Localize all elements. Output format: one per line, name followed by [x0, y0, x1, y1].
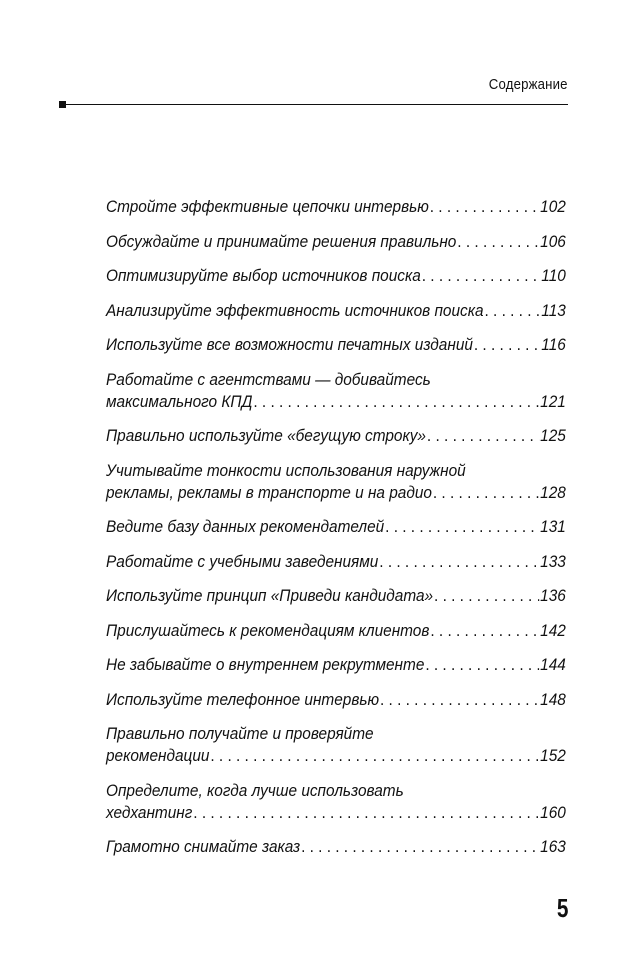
- dot-leader: [380, 689, 539, 711]
- toc-entry-title-line: Определите, когда лучше использовать: [106, 781, 404, 800]
- toc-entry-page: 110: [541, 267, 566, 285]
- toc-entry-title: Анализируйте эффективность источников поиска: [106, 301, 484, 320]
- toc-entry[interactable]: [106, 551, 566, 573]
- toc-entry-page: 131: [540, 518, 566, 536]
- header-rule: [64, 104, 568, 105]
- toc-entry[interactable]: [106, 620, 566, 642]
- dot-leader: [301, 836, 539, 858]
- toc-entry-page: 113: [541, 301, 566, 320]
- toc-entry-page: 121: [540, 392, 566, 411]
- toc-entry-title-line: Правильно получайте и проверяйте: [106, 725, 374, 743]
- toc-entry-title: хедхантинг: [106, 803, 193, 822]
- toc-entry-title: рекламы, рекламы в транспорте и на радио: [106, 483, 432, 502]
- dot-leader: [434, 585, 539, 607]
- toc-entry-title: рекомендации: [106, 747, 210, 765]
- toc-entry-title: Грамотно снимайте заказ: [106, 838, 301, 856]
- dot-leader: [430, 196, 539, 218]
- dot-leader: [427, 425, 539, 447]
- toc-entry-title: Не забывайте о внутреннем рекрутменте: [106, 656, 425, 674]
- dot-leader: [422, 265, 541, 287]
- toc-entry-title: Работайте с учебными заведениями: [106, 552, 379, 571]
- toc-entry-page: 136: [540, 587, 566, 605]
- toc-entry-page: 148: [540, 690, 566, 709]
- toc-entry-title: Используйте все возможности печатных изданий: [106, 336, 473, 354]
- toc-entry[interactable]: [106, 265, 566, 287]
- dot-leader: [210, 745, 539, 767]
- toc-entry-title: Ведите базу данных рекомендателей: [106, 518, 385, 536]
- dot-leader: [457, 231, 539, 253]
- toc-entry[interactable]: [106, 836, 566, 858]
- toc-entry-page: 102: [540, 198, 566, 216]
- toc-entry[interactable]: [106, 516, 566, 538]
- dot-leader: [484, 300, 540, 322]
- toc-entry-title: Обсуждайте и принимайте решения правильно: [106, 232, 457, 251]
- toc-entry[interactable]: [106, 723, 566, 767]
- dot-leader: [474, 334, 540, 356]
- dot-leader: [385, 516, 539, 538]
- toc-entry-title: Используйте телефонное интервью: [106, 690, 380, 709]
- running-head-title: Содержание: [489, 76, 568, 93]
- toc-entry[interactable]: [106, 334, 566, 356]
- dot-leader: [433, 482, 539, 504]
- toc-entry-page: 152: [540, 747, 566, 765]
- toc-entry-page: 133: [540, 552, 566, 571]
- dot-leader: [253, 391, 539, 413]
- toc-entry-title-line: Учитывайте тонкости использования наружной: [106, 461, 466, 480]
- toc-entry[interactable]: [106, 460, 566, 504]
- toc-entry-title: Оптимизируйте выбор источников поиска: [106, 267, 421, 285]
- page-number: 5: [556, 893, 568, 923]
- toc-entry-page: 142: [540, 621, 566, 640]
- toc-entry-page: 128: [540, 483, 566, 502]
- toc-entry[interactable]: [106, 689, 566, 711]
- table-of-contents: [106, 196, 566, 871]
- toc-entry-title: Правильно используйте «бегущую строку»: [106, 427, 426, 445]
- toc-entry-page: 144: [540, 656, 566, 674]
- toc-entry-page: 125: [540, 427, 566, 445]
- toc-entry[interactable]: [106, 585, 566, 607]
- toc-entry-title: Используйте принцип «Приведи кандидата»: [106, 587, 434, 605]
- dot-leader: [193, 802, 539, 824]
- toc-entry-page: 106: [540, 232, 566, 251]
- toc-entry-page: 160: [540, 803, 566, 822]
- toc-entry-title: Прислушайтесь к рекомендациям клиентов: [106, 621, 430, 640]
- toc-entry[interactable]: [106, 231, 566, 253]
- dot-leader: [430, 620, 539, 642]
- toc-entry[interactable]: [106, 654, 566, 676]
- toc-entry-page: 116: [541, 336, 566, 354]
- dot-leader: [379, 551, 539, 573]
- toc-entry-title-line: Работайте с агентствами — добивайтесь: [106, 370, 431, 389]
- toc-entry[interactable]: [106, 425, 566, 447]
- toc-entry[interactable]: [106, 300, 566, 322]
- dot-leader: [425, 654, 539, 676]
- toc-entry[interactable]: [106, 369, 566, 413]
- toc-entry[interactable]: [106, 780, 566, 824]
- toc-entry-title: Стройте эффективные цепочки интервью: [106, 198, 429, 216]
- toc-entry[interactable]: [106, 196, 566, 218]
- toc-entry-page: 163: [540, 838, 566, 856]
- toc-entry-title: максимального КПД: [106, 392, 253, 411]
